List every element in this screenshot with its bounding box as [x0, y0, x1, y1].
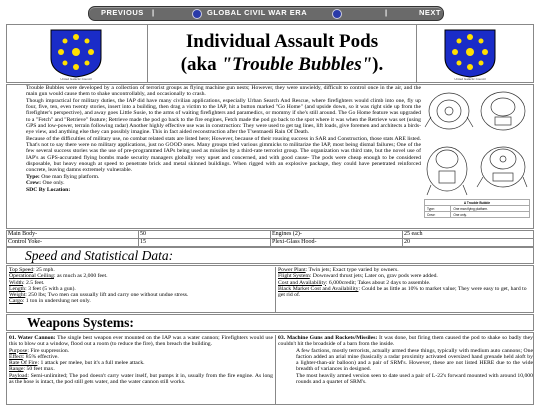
- weapon-machine-guns: [275, 335, 533, 405]
- weapon-line: Purpose: Fire suppression.: [9, 347, 70, 354]
- intro-paragraph: Because of the difficulties of military use, no combat related stats are listed here; However, because of their rousing success in SAR and Construction, those stats ARE listed. That's not to say there were no military applications, just no GOOD ones. Many groups tried various gimmicks to militarize the IAP, most being dismal failures; One of the few several success stories was the use of pre-programmed IAPs being used as missiles by a third-rate terrorist group. The organization was third rate, but the novel use of IAP's as GPS-accurated flying bombs made security managers globally very upset and concerned, and with good cause- The pods were cheap enough to be considered disposable, but heavy enough at speed to penetrate brick and metal skinned buildings. When rigged with an explosive package, they could have penetrated reinforced concrete, leaving damns extremely vulnerable.: [26, 135, 421, 174]
- weapon-note: The most heavily armed version seen to date used a pair of L-22's forward mounted with around 10,000 rounds and a quartet of SRM's.: [296, 372, 533, 386]
- weapon-line: Payload: Semi-unlimited; The pod doesn't carry water itself, but pumps it in, usually from the fire engine. As long as the hose is intact, the pod still gets water, and the water cannon still works.: [9, 372, 273, 386]
- title-box: [147, 25, 417, 82]
- stats-left-column: [9, 267, 273, 305]
- weapon-note: A few factions, mostly terrorists, actually armed these things, typically with medium auto cannons; One faction added an arial mine (basically a radar proximity activated oversized hand grenade held aloft by a lighter-than-air balloon) and a pair of SRM's. However, these are not listed HERE due to the wide breadth of variances in designed.: [296, 347, 533, 373]
- stat-power-plant: Power Plant: Twin jets; Exact type varied by owners.: [278, 267, 399, 273]
- sdc-location-table: [6, 230, 534, 247]
- nav-separator: |: [385, 8, 388, 17]
- stat-weight: Weight: 250 lbs; Two men can ussually lift and carry one without undue stress.: [9, 292, 189, 299]
- intro-text: [26, 85, 421, 193]
- type-line: Type: One man flying platform.: [26, 173, 100, 180]
- table-cell: 20: [403, 239, 534, 247]
- table-cell: 25 each: [403, 231, 534, 239]
- stat-cost: Cost and Availability: 6,000credit; Takes about 2 days to assemble.: [278, 279, 431, 286]
- stats-right-column: [275, 267, 533, 313]
- table-cell: Control Yoke-: [7, 239, 139, 247]
- table-cell: Plexi-Glass Hood-: [271, 239, 403, 247]
- emblem-caption: United Galactic Council: [454, 77, 486, 81]
- stat-length: Length: 3 feet (5 with a gun).: [9, 285, 76, 292]
- era-logo-icon: [192, 9, 202, 19]
- page-title: Individual Assault Pods: [185, 31, 379, 52]
- intro-paragraph: Though impractical for military duties, the IAP did have many civilian applications, especially Urban Search And Rescue, where firefighters would climb into one, fly up four, five, ten, even twenty stories, insert into a building, then drag a victim to the IAP, hit a button marked "Go Home" (and upside down, so it was right side up from the firefighter's perspective), and away goes Little Susie, to the arms of waiting firefighters and paramedics, or mommy if she's still around. The Go Home feature was upgraded to a "Fetch" and "Retrieve" feature; Retrieve made the pod go back to the fire engines, Fetch made the pod go back to the spot where it was when the Retrieve was set (using GPS and low-power, terrain following radar) Another highly effective use was in construction: They were used to get tag lines, lift loads, give foremen and architects a birds-eye view, and anything else they can possibly imagine. This in fact aided reconstruction after the T'sentnaedi Rain Of Death.: [26, 97, 421, 136]
- table-cell: 50: [139, 231, 271, 239]
- table-row: [7, 239, 534, 247]
- stat-ceiling: Operational Ceiling: as much as 2,000 feet.: [9, 273, 108, 280]
- page-subtitle: (aka "Trouble Bubbles").: [180, 54, 384, 75]
- sdc-label: SDC By Location:: [26, 186, 71, 193]
- spec-label: Crew:: [425, 212, 451, 218]
- spec-summary-header: A Trouble Bubble: [425, 200, 530, 206]
- weapons-section-header: Weapons Systems:: [6, 314, 534, 331]
- stat-black-market: Black Market Cost and Availability: Could be as little as 10% to market value; They were easy to get, hard to get rid of.: [278, 285, 527, 299]
- weapon-line: Effect: 85% effective.: [9, 353, 59, 360]
- spec-value: One only.: [451, 212, 530, 218]
- crew-line: Crew: One only.: [26, 180, 65, 187]
- intro-paragraph: Trouble Bubbles were developed by a collection of terrorist groups as flying machine gun nests; However, they were unwieldy, difficult to control once in the air, and the main gun would cause them to shake uncontrollably, and occasionally to crash.: [26, 85, 421, 98]
- previous-link[interactable]: PREVIOUS: [101, 8, 144, 17]
- weapon-line: Rate Of Fire: 1 attack per melee, but it's a full melee attack.: [9, 360, 145, 367]
- weapon-line: Range: 50 feet max.: [9, 366, 55, 373]
- stat-flight-system: Flight System: Downward thrust jets; Later on, grav pods were added.: [278, 273, 438, 280]
- trouble-bubble-illustration: [421, 87, 531, 199]
- intro-section: [6, 84, 534, 229]
- table-cell: 15: [139, 239, 271, 247]
- table-cell: Main Body-: [7, 231, 139, 239]
- top-nav-bar: [88, 6, 444, 21]
- nav-separator: |: [152, 8, 155, 17]
- galactic-council-emblem-icon: [443, 28, 497, 80]
- emblem-caption: United Galactic Council: [60, 77, 92, 81]
- era-logo-icon: [332, 9, 342, 19]
- weapon-description: 03. Machine Guns and Rockets/Missiles: It was done, but firing them caused the pod to shake so badly they couldn't hit the broadside of a barn from the inside.: [278, 335, 533, 348]
- stat-top-speed: Top Speed: 25 mph.: [9, 267, 55, 273]
- speed-section-header: Speed and Statistical Data:: [6, 247, 534, 264]
- spec-value: One man flying platform.: [451, 206, 530, 212]
- page-header: [6, 24, 534, 83]
- table-row: [7, 231, 534, 239]
- weapon-water-cannon: [9, 335, 273, 385]
- stat-width: Width: 2.5 feet.: [9, 279, 45, 286]
- spec-label: Type:: [425, 206, 451, 212]
- stats-section: [6, 265, 534, 313]
- galactic-council-emblem-icon: [49, 28, 103, 80]
- weapon-description: 01. Water Cannon: The single best weapon ever mounted on the IAP was a water cannon; Firefighters would use this to blow out a window, flood out a room (to reduce the fire), then breach the building.: [9, 335, 273, 348]
- weapons-section: [6, 332, 534, 405]
- era-title[interactable]: GLOBAL CIVIL WAR ERA: [207, 8, 308, 17]
- next-link[interactable]: NEXT: [419, 8, 442, 17]
- spec-summary-table: [424, 199, 530, 218]
- table-cell: Engines (2)-: [271, 231, 403, 239]
- stat-cargo: Cargo: 1 ton in underslung net only.: [9, 298, 91, 305]
